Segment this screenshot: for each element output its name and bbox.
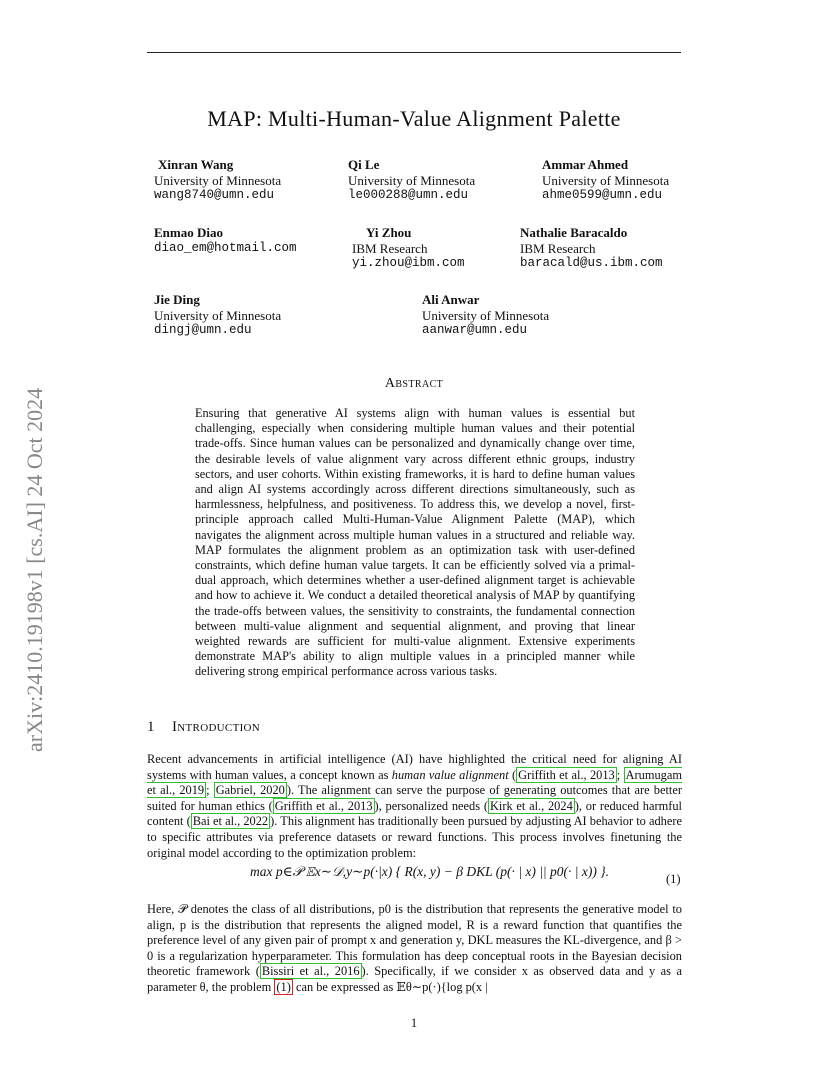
author-block — [348, 157, 475, 204]
author-email[interactable]: diao_em@hotmail.com — [154, 240, 297, 255]
text-run: Here, 𝒫 denotes the class of all distributions, p0 is the distribution that represents the generative model to align, p is the distribution that represents the aligned model, R is a reward function that quantifies the preference level of any given pair of prompt x and generation y, DKL measures the KL-divergence, and β > 0 is a regularization hyperparameter. This formulation has deep conceptual roots in the Bayesian decision theoretic framework ( — [147, 902, 682, 979]
author-email[interactable]: ahme0599@umn.edu — [542, 188, 663, 202]
author-email[interactable]: aanwar@umn.edu — [422, 323, 528, 337]
citation-link[interactable]: Griffith et al., 2013 — [518, 767, 615, 782]
intro-paragraph — [147, 902, 682, 996]
equation-ref-link[interactable]: (1) — [276, 979, 291, 994]
author-block — [154, 225, 297, 256]
author-affiliation: IBM Research — [352, 240, 428, 256]
citation-link[interactable]: Gabriel, 2020 — [215, 783, 285, 798]
text-run: ), personalized needs ( — [374, 798, 488, 813]
section-number: 1 — [147, 719, 155, 735]
citation-link[interactable]: Kirk et al., 2024 — [489, 798, 573, 813]
author-affiliation: University of Minnesota — [542, 172, 670, 188]
citation-link[interactable]: Arumugam et al., 2019 — [147, 767, 682, 798]
author-affiliation: University of Minnesota — [348, 172, 476, 188]
author-name: Nathalie Baracaldo — [520, 225, 628, 240]
citation-link[interactable]: Bissiri et al., 2016 — [261, 964, 360, 979]
top-rule — [147, 52, 681, 53]
text-run: ; — [206, 783, 214, 798]
author-email[interactable]: yi.zhou@ibm.com — [352, 256, 465, 270]
intro-paragraph — [147, 752, 682, 861]
author-name: Ali Anwar — [422, 292, 480, 307]
author-name: Jie Ding — [154, 292, 200, 307]
text-run: ; — [616, 767, 624, 782]
author-email[interactable]: le000288@umn.edu — [348, 188, 469, 202]
author-block — [154, 292, 281, 339]
text-run: ). Specifically, if we consider x as observed data and y as a parameter θ, the problem — [147, 964, 682, 994]
paper-title: MAP: Multi-Human-Value Alignment Palette — [207, 106, 621, 131]
author-block — [154, 157, 281, 204]
author-name: Enmao Diao — [154, 225, 223, 240]
text-run: ( — [508, 767, 517, 782]
equation-number: (1) — [666, 872, 681, 886]
author-email[interactable]: baracald@us.ibm.com — [520, 256, 663, 270]
author-block — [422, 292, 549, 339]
author-email[interactable]: wang8740@umn.edu — [154, 188, 275, 202]
text-run: ). This alignment has traditionally been pursued by adjusting AI behavior to adhere to specific attributes via preference datasets or reward functions. This process involves finetuning the original model according to the optimization problem: — [147, 814, 682, 860]
emphasis-text: human value alignment — [391, 767, 509, 782]
author-affiliation: IBM Research — [520, 240, 596, 256]
text-run: Recent advancements in artificial intelligence (AI) have highlighted the critical need for aligning AI systems with human values, a concept known as — [147, 752, 682, 782]
author-block — [520, 225, 663, 272]
author-name: Ammar Ahmed — [542, 157, 629, 172]
page-number: 1 — [410, 1016, 418, 1030]
citation-link[interactable]: Griffith et al., 2013 — [274, 798, 373, 813]
author-name: Qi Le — [348, 157, 380, 172]
text-run: ), or reduced harmful content ( — [147, 798, 683, 829]
citation-link[interactable]: Bai et al., 2022 — [192, 814, 269, 829]
text-run: ). The alignment can serve the purpose of generating outcomes that are better suited for human ethics ( — [147, 783, 682, 813]
text-run: can be expressed as 𝔼θ∼p(·){log p(x | — [292, 979, 488, 994]
author-email[interactable]: dingj@umn.edu — [154, 323, 252, 337]
equation-1: max p∈𝒫 𝔼x∼𝒟,y∼p(·|x) { R(x, y) − β DKL (p(· | x) || p0(· | x)) }. — [250, 864, 609, 879]
author-affiliation: University of Minnesota — [154, 307, 282, 323]
abstract-body: Ensuring that generative AI systems align with human values is essential but challenging, especially when considering multiple human values and their potential trade-offs. Since human values can be personalized and dynamically change over time, the desirable levels of value alignment vary across different ethnic groups, industry sectors, and user cohorts. Within existing frameworks, it is hard to define human values and align AI systems accordingly across different directions simultaneously, such as harmlessness, helpfulness, and positiveness. To address this, we develop a novel, first-principle approach called Multi-Human-Value Alignment Palette (MAP), which navigates the alignment across multiple human values in a structured and reliable way. MAP formulates the alignment problem as an optimization task with user-defined constraints, which define human value targets. It can be efficiently solved via a primal-dual approach, which determines whether a user-defined alignment target is achievable and how to achieve it. We conduct a detailed theoretical analysis of MAP by quantifying the trade-offs between values, the sensitivity to constraints, the fundamental connection between multi-value alignment and sequential alignment, and proving that linear weighted rewards are sufficient for multi-value alignment. Extensive experiments demonstrate MAP's ability to align multiple values in a principled manner while delivering strong empirical performance across various tasks. — [195, 406, 635, 679]
author-affiliation: University of Minnesota — [154, 172, 282, 188]
abstract-heading: Abstract — [384, 376, 444, 391]
author-block — [352, 225, 465, 272]
author-affiliation: University of Minnesota — [422, 307, 550, 323]
author-name: Yi Zhou — [366, 225, 412, 240]
author-block — [542, 157, 669, 204]
author-name: Xinran Wang — [158, 157, 234, 172]
arxiv-side-label: arXiv:2410.19198v1 [cs.AI] 24 Oct 2024 — [22, 387, 47, 752]
section-title: Introduction — [172, 719, 261, 735]
